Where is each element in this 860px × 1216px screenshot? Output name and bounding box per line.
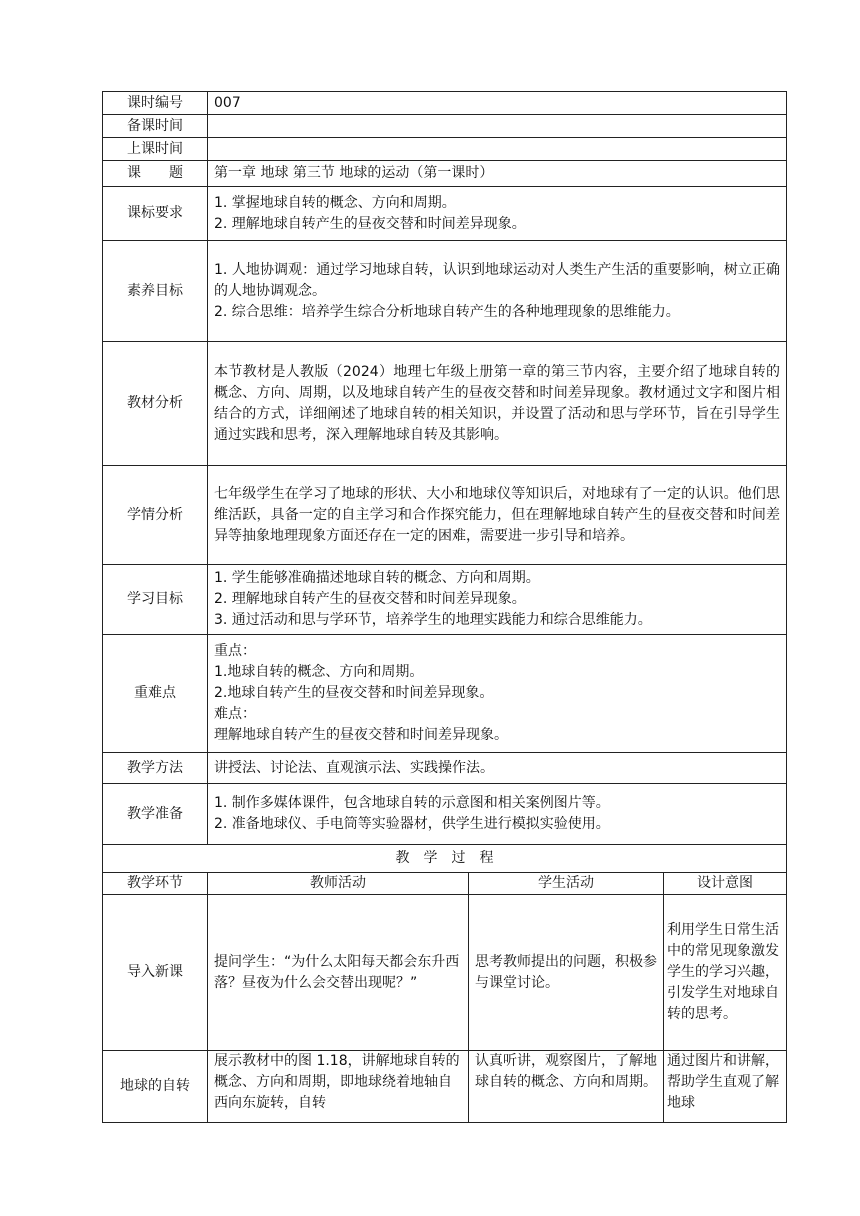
prep-time-value (208, 115, 787, 138)
standard-label: 课标要求 (103, 187, 208, 241)
stage-cell: 地球的自转 (103, 1051, 208, 1123)
process-title: 教 学 过 程 (103, 845, 787, 873)
key-points-label: 重难点 (103, 635, 208, 753)
lesson-number-value: 007 (208, 92, 787, 115)
row-class-time (103, 138, 787, 161)
row-process-title (103, 845, 787, 873)
table-row (103, 895, 787, 1051)
lesson-number-label: 课时编号 (103, 92, 208, 115)
teacher-activity-cell: 提问学生：“为什么太阳每天都会东升西落？昼夜为什么会交替出现呢？” (208, 895, 469, 1051)
material-label: 教材分析 (103, 342, 208, 466)
standard-value: 1. 掌握地球自转的概念、方向和周期。 2. 理解地球自转产生的昼夜交替和时间差异现象。 (208, 187, 787, 241)
row-learning-goals (103, 565, 787, 635)
student-activity-cell: 认真听讲，观察图片，了解地球自转的概念、方向和周期。 (469, 1051, 664, 1123)
student-analysis-label: 学情分析 (103, 466, 208, 565)
learning-goals-value: 1. 学生能够准确描述地球自转的概念、方向和周期。 2. 理解地球自转产生的昼夜交替和时间差异现象。 3. 通过活动和思与学环节，培养学生的地理实践能力和综合思维能力。 (208, 565, 787, 635)
prep-time-label: 备课时间 (103, 115, 208, 138)
row-topic (103, 161, 787, 187)
row-teaching-prep (103, 784, 787, 845)
class-time-label: 上课时间 (103, 138, 208, 161)
lesson-plan-table (102, 91, 787, 1123)
class-time-value (208, 138, 787, 161)
material-value: 本节教材是人教版（2024）地理七年级上册第一章的第三节内容，主要介绍了地球自转的概念、方向、周期，以及地球自转产生的昼夜交替和时间差异现象。教材通过文字和图片相结合的方式，详细阐述了地球自转的相关知识，并设置了活动和思与学环节，旨在引导学生通过实践和思考，深入理解地球自转及其影响。 (208, 342, 787, 466)
teacher-activity-cell: 展示教材中的图 1.18，讲解地球自转的概念、方向和周期，即地球绕着地轴自西向东旋转，自转 (208, 1051, 469, 1123)
row-lesson-number (103, 92, 787, 115)
header-teacher-activity: 教师活动 (208, 873, 469, 895)
row-key-points (103, 635, 787, 753)
row-standard (103, 187, 787, 241)
student-activity-cell: 思考教师提出的问题，积极参与课堂讨论。 (469, 895, 664, 1051)
stage-cell: 导入新课 (103, 895, 208, 1051)
row-teaching-method (103, 753, 787, 784)
teaching-method-label: 教学方法 (103, 753, 208, 784)
literacy-value: 1. 人地协调观：通过学习地球自转，认识到地球运动对人类生产生活的重要影响，树立正确的人地协调观念。 2. 综合思维：培养学生综合分析地球自转产生的各种地理现象的思维能力。 (208, 241, 787, 342)
row-prep-time (103, 115, 787, 138)
row-literacy (103, 241, 787, 342)
header-stage: 教学环节 (103, 873, 208, 895)
teaching-prep-label: 教学准备 (103, 784, 208, 845)
table-row (103, 1051, 787, 1123)
topic-label: 课 题 (103, 161, 208, 187)
header-student-activity: 学生活动 (469, 873, 664, 895)
teaching-prep-value: 1. 制作多媒体课件，包含地球自转的示意图和相关案例图片等。 2. 准备地球仪、手电筒等实验器材，供学生进行模拟实验使用。 (208, 784, 787, 845)
design-intent-cell: 利用学生日常生活中的常见现象激发学生的学习兴趣，引发学生对地球自转的思考。 (664, 895, 787, 1051)
row-process-headers (103, 873, 787, 895)
row-material (103, 342, 787, 466)
design-intent-cell: 通过图片和讲解，帮助学生直观了解地球 (664, 1051, 787, 1123)
row-student-analysis (103, 466, 787, 565)
header-design-intent: 设计意图 (664, 873, 787, 895)
student-analysis-value: 七年级学生在学习了地球的形状、大小和地球仪等知识后，对地球有了一定的认识。他们思维活跃，具备一定的自主学习和合作探究能力，但在理解地球自转产生的昼夜交替和时间差异等抽象地理现象方面还存在一定的困难，需要进一步引导和培养。 (208, 466, 787, 565)
topic-value: 第一章 地球 第三节 地球的运动（第一课时） (208, 161, 787, 187)
key-points-value: 重点： 1.地球自转的概念、方向和周期。 2.地球自转产生的昼夜交替和时间差异现象。 难点： 理解地球自转产生的昼夜交替和时间差异现象。 (208, 635, 787, 753)
teaching-method-value: 讲授法、讨论法、直观演示法、实践操作法。 (208, 753, 787, 784)
literacy-label: 素养目标 (103, 241, 208, 342)
learning-goals-label: 学习目标 (103, 565, 208, 635)
